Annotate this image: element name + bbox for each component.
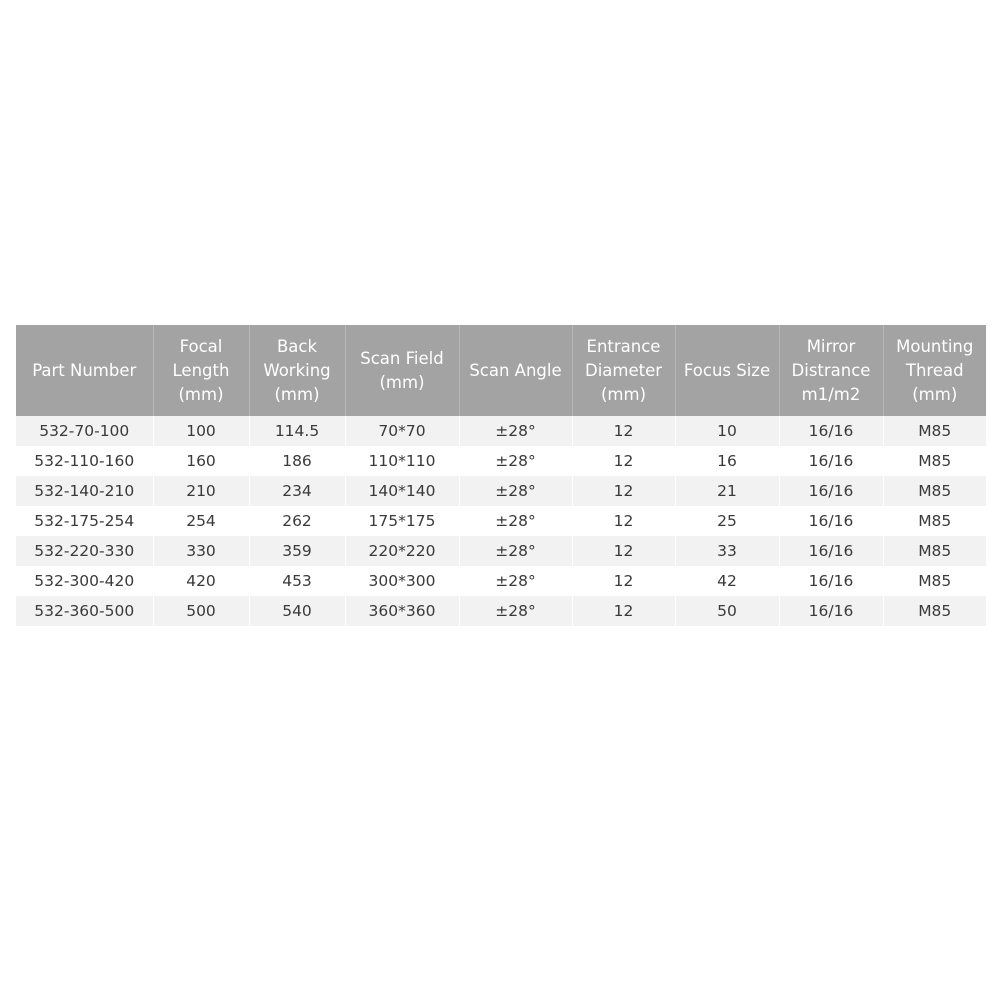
table-row <box>16 566 986 596</box>
table-cell-part-number: 532-140-210 <box>16 476 153 506</box>
column-header-entrance-diameter <box>572 325 675 416</box>
table-cell-part-number: 532-175-254 <box>16 506 153 536</box>
table-row <box>16 476 986 506</box>
table-cell-scan-angle: ±28° <box>459 446 572 476</box>
column-header-line: Part Number <box>32 360 137 380</box>
column-header-line: Distrance <box>791 360 871 380</box>
table-cell-scan-field: 220*220 <box>345 536 459 566</box>
column-header-mounting-thread <box>883 325 986 416</box>
table-cell-mounting-thread: M85 <box>883 476 986 506</box>
table-cell-mounting-thread: M85 <box>883 416 986 446</box>
table-cell-focal-length: 500 <box>153 596 249 626</box>
table-cell-focal-length: 210 <box>153 476 249 506</box>
column-header-scan-angle <box>459 325 572 416</box>
table-cell-back-working: 262 <box>249 506 345 536</box>
table-cell-back-working: 234 <box>249 476 345 506</box>
table-cell-scan-angle: ±28° <box>459 596 572 626</box>
table-cell-mounting-thread: M85 <box>883 506 986 536</box>
table-cell-focal-length: 330 <box>153 536 249 566</box>
table-cell-mounting-thread: M85 <box>883 596 986 626</box>
table-cell-entrance-diameter: 12 <box>572 596 675 626</box>
table-cell-focus-size: 42 <box>675 566 779 596</box>
table-cell-mirror-distance: 16/16 <box>779 476 883 506</box>
table-cell-mirror-distance: 16/16 <box>779 506 883 536</box>
table-cell-scan-angle: ±28° <box>459 416 572 446</box>
table-cell-scan-angle: ±28° <box>459 566 572 596</box>
column-header-line: Focal <box>179 336 223 356</box>
spec-table <box>16 325 986 626</box>
column-header-line: (mm) <box>178 384 224 404</box>
column-header-line: Back <box>276 336 318 356</box>
table-row <box>16 536 986 566</box>
table-cell-entrance-diameter: 12 <box>572 506 675 536</box>
column-header-line: Diameter <box>584 360 663 380</box>
column-header-line: Scan Angle <box>469 360 562 380</box>
table-row <box>16 416 986 446</box>
table-row <box>16 506 986 536</box>
table-cell-mirror-distance: 16/16 <box>779 566 883 596</box>
column-header-part-number <box>16 325 153 416</box>
table-cell-back-working: 540 <box>249 596 345 626</box>
table-cell-focus-size: 21 <box>675 476 779 506</box>
table-cell-mounting-thread: M85 <box>883 566 986 596</box>
table-cell-focal-length: 160 <box>153 446 249 476</box>
column-header-line: (mm) <box>912 384 958 404</box>
table-cell-back-working: 359 <box>249 536 345 566</box>
table-cell-part-number: 532-360-500 <box>16 596 153 626</box>
table-cell-mirror-distance: 16/16 <box>779 416 883 446</box>
column-header-line: (mm) <box>274 384 320 404</box>
table-cell-scan-field: 70*70 <box>345 416 459 446</box>
table-cell-focal-length: 254 <box>153 506 249 536</box>
table-cell-scan-field: 110*110 <box>345 446 459 476</box>
table-cell-focus-size: 33 <box>675 536 779 566</box>
table-cell-mirror-distance: 16/16 <box>779 596 883 626</box>
column-header-line: (mm) <box>379 372 425 392</box>
table-cell-part-number: 532-70-100 <box>16 416 153 446</box>
table-cell-part-number: 532-300-420 <box>16 566 153 596</box>
header-row <box>16 325 986 416</box>
column-header-back-working <box>249 325 345 416</box>
table-cell-focus-size: 50 <box>675 596 779 626</box>
table-cell-back-working: 453 <box>249 566 345 596</box>
table-cell-mirror-distance: 16/16 <box>779 536 883 566</box>
column-header-line: (mm) <box>600 384 647 404</box>
table-cell-scan-field: 140*140 <box>345 476 459 506</box>
table-cell-entrance-diameter: 12 <box>572 446 675 476</box>
table-cell-scan-field: 175*175 <box>345 506 459 536</box>
column-header-line: Mounting <box>896 336 974 356</box>
table-cell-focus-size: 25 <box>675 506 779 536</box>
table-row <box>16 446 986 476</box>
table-cell-scan-angle: ±28° <box>459 536 572 566</box>
table-cell-mounting-thread: M85 <box>883 536 986 566</box>
table-cell-mounting-thread: M85 <box>883 446 986 476</box>
table-cell-focus-size: 10 <box>675 416 779 446</box>
table-cell-part-number: 532-110-160 <box>16 446 153 476</box>
column-header-line: m1/m2 <box>801 384 861 404</box>
table-cell-back-working: 114.5 <box>249 416 345 446</box>
column-header-line: Working <box>263 360 331 380</box>
column-header-line: Mirror <box>806 336 856 356</box>
table-cell-entrance-diameter: 12 <box>572 476 675 506</box>
table-cell-entrance-diameter: 12 <box>572 416 675 446</box>
column-header-mirror-distance <box>779 325 883 416</box>
column-header-scan-field <box>345 325 459 416</box>
column-header-focus-size <box>675 325 779 416</box>
table-cell-focal-length: 420 <box>153 566 249 596</box>
table-cell-mirror-distance: 16/16 <box>779 446 883 476</box>
column-header-line: Entrance <box>586 336 661 356</box>
table-row <box>16 596 986 626</box>
column-header-focal-length <box>153 325 249 416</box>
table-cell-entrance-diameter: 12 <box>572 566 675 596</box>
table-body <box>16 416 986 626</box>
table-cell-back-working: 186 <box>249 446 345 476</box>
table-cell-part-number: 532-220-330 <box>16 536 153 566</box>
table-cell-scan-angle: ±28° <box>459 476 572 506</box>
table-cell-scan-field: 300*300 <box>345 566 459 596</box>
table-cell-scan-angle: ±28° <box>459 506 572 536</box>
column-header-line: Length <box>172 360 230 380</box>
table-cell-entrance-diameter: 12 <box>572 536 675 566</box>
column-header-line: Focus Size <box>683 360 771 380</box>
table-cell-scan-field: 360*360 <box>345 596 459 626</box>
table-cell-focus-size: 16 <box>675 446 779 476</box>
column-header-line: Thread <box>905 360 964 380</box>
table-cell-focal-length: 100 <box>153 416 249 446</box>
column-header-line: Scan Field <box>360 348 444 368</box>
